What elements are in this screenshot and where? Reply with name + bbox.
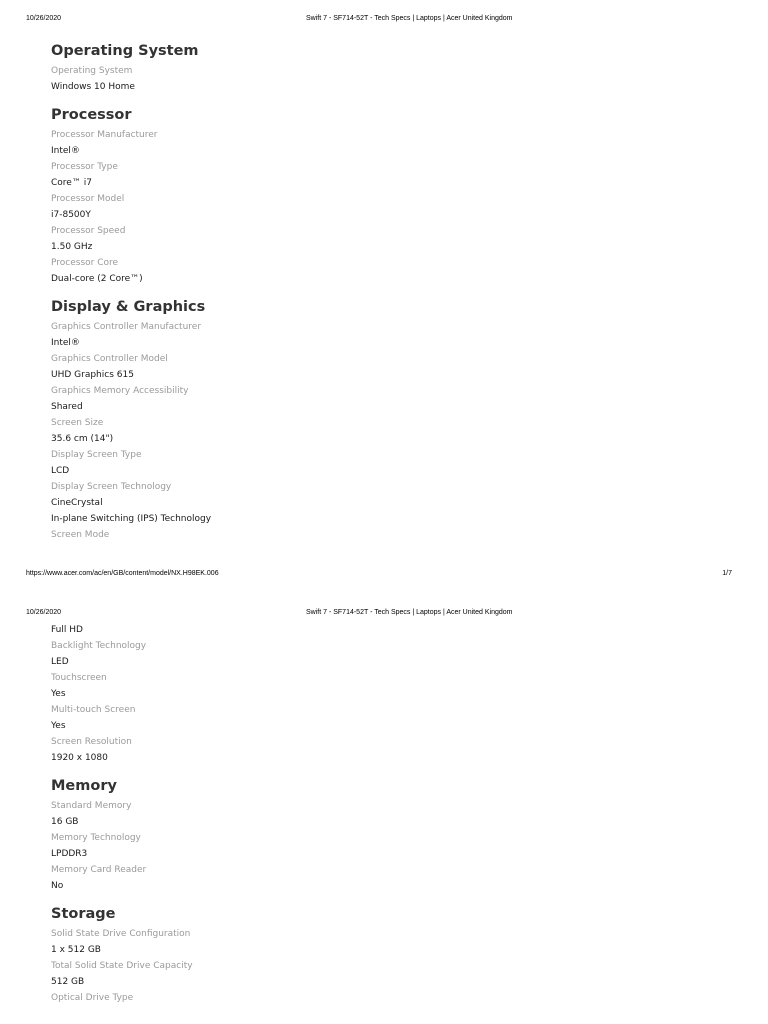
spec-value: i7-8500Y [51, 210, 91, 220]
spec-value: Windows 10 Home [51, 82, 135, 92]
spec-label: Display Screen Type [51, 450, 142, 460]
spec-label: Graphics Controller Model [51, 354, 168, 364]
print-page-title: Swift 7 - SF714-52T - Tech Specs | Laptops | Acer United Kingdom [306, 15, 513, 22]
section-title-display-graphics: Display & Graphics [51, 299, 206, 315]
page2-specs [51, 622, 651, 1006]
print-date: 10/26/2020 [26, 15, 62, 22]
print-page-title: Swift 7 - SF714-52T - Tech Specs | Laptops | Acer United Kingdom [306, 609, 513, 616]
print-date: 10/26/2020 [26, 609, 62, 616]
page1-specs [51, 39, 651, 543]
spec-label: Backlight Technology [51, 641, 147, 651]
spec-value: LPDDR3 [51, 849, 88, 859]
spec-value: 1 x 512 GB [51, 945, 101, 955]
spec-label: Processor Type [51, 162, 118, 172]
print-url: https://www.acer.com/ac/en/GB/content/model/NX.H98EK.006 [26, 570, 219, 577]
spec-value: Intel® [51, 146, 80, 156]
spec-label: Operating System [51, 66, 133, 76]
spec-label: Processor Model [51, 194, 125, 204]
spec-label: Touchscreen [51, 673, 107, 683]
spec-label: Optical Drive Type [51, 993, 134, 1003]
spec-value: Full HD [51, 625, 83, 635]
spec-label: Processor Core [51, 258, 119, 268]
spec-value: 512 GB [51, 977, 85, 987]
section-title-processor: Processor [51, 107, 132, 123]
spec-value: 35.6 cm (14") [51, 434, 114, 444]
spec-label: Memory Card Reader [51, 865, 147, 875]
section-title-memory: Memory [51, 778, 117, 794]
spec-value: No [51, 881, 64, 891]
spec-value: UHD Graphics 615 [51, 370, 134, 380]
spec-label: Screen Resolution [51, 737, 132, 747]
spec-label: Total Solid State Drive Capacity [51, 961, 193, 971]
spec-label: Screen Mode [51, 530, 110, 540]
spec-value: LED [51, 657, 69, 667]
spec-label: Memory Technology [51, 833, 141, 843]
spec-value: 16 GB [51, 817, 79, 827]
print-page-number: 1/7 [722, 570, 732, 577]
spec-value: Shared [51, 402, 83, 412]
spec-label: Processor Manufacturer [51, 130, 158, 140]
spec-label: Graphics Memory Accessibility [51, 386, 189, 396]
spec-value: LCD [51, 466, 70, 476]
spec-label: Display Screen Technology [51, 482, 172, 492]
spec-value: Core™ i7 [51, 178, 92, 188]
spec-label: Processor Speed [51, 226, 126, 236]
spec-value: Yes [51, 721, 66, 731]
spec-label: Screen Size [51, 418, 104, 428]
spec-label: Multi-touch Screen [51, 705, 136, 715]
spec-value: 1920 x 1080 [51, 753, 108, 763]
spec-label: Standard Memory [51, 801, 132, 811]
section-title-storage: Storage [51, 906, 116, 922]
section-title-operating-system: Operating System [51, 43, 199, 59]
spec-value: 1.50 GHz [51, 242, 93, 252]
spec-value: Dual-core (2 Core™) [51, 274, 143, 284]
spec-label: Graphics Controller Manufacturer [51, 322, 202, 332]
spec-value: CineCrystal [51, 498, 103, 508]
spec-value: In-plane Switching (IPS) Technology [51, 514, 212, 524]
spec-value: Yes [51, 689, 66, 699]
spec-value: Intel® [51, 338, 80, 348]
spec-label: Solid State Drive Configuration [51, 929, 191, 939]
